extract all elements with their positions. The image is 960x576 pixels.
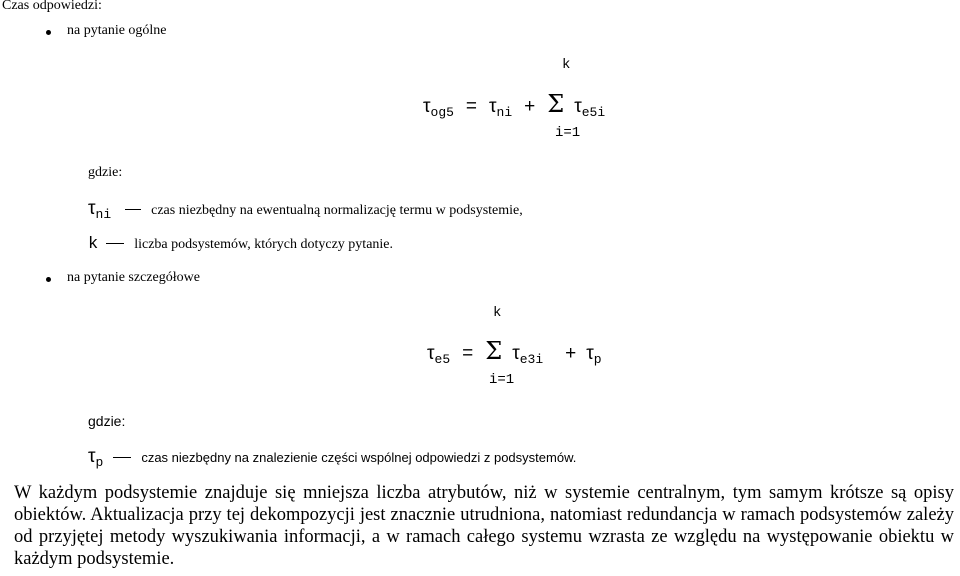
plus-sign: + (524, 96, 536, 117)
definition-tau-ni (88, 198, 523, 222)
where-label: gdzie: (88, 413, 126, 429)
dash-separator (125, 209, 141, 210)
definition-text: czas niezbędny na znalezienie części wspólnej odpowiedzi z podsystemów. (141, 450, 577, 465)
tau-symbol: τ (423, 96, 431, 117)
equals-sign: = (465, 96, 478, 117)
formula1-term2-subscript: e5i (581, 105, 606, 120)
tau-symbol: τ (427, 343, 435, 364)
tau-symbol: τ (88, 446, 96, 467)
plus-sign: + (565, 343, 577, 364)
definition-text: czas niezbędny na ewentualną normalizację termu w podsystemie, (151, 203, 523, 218)
formula1-lower-limit: i=1 (555, 125, 581, 141)
bullet-icon (46, 277, 51, 282)
definition-subscript: p (95, 455, 104, 470)
definition-tau-p (88, 446, 576, 470)
formula2-term2-subscript: p (593, 352, 602, 367)
where-label: gdzie: (88, 165, 123, 180)
item1-label: na pytanie ogólne (67, 23, 167, 38)
formula1-lhs-subscript: og5 (430, 105, 454, 120)
formula1-term1-subscript: ni (496, 105, 513, 120)
formula2-expression (427, 337, 602, 367)
formula2-upper-limit: k (493, 305, 502, 321)
tau-symbol: τ (489, 96, 497, 117)
tau-symbol: τ (586, 343, 594, 364)
definition-k (88, 235, 393, 254)
sum-icon: Σ (547, 90, 565, 118)
formula1-expression (423, 90, 605, 120)
formula2-term1-subscript: e3i (519, 352, 544, 367)
definition-subscript: ni (95, 207, 112, 222)
formula2-lower-limit: i=1 (489, 372, 515, 388)
tau-symbol: τ (512, 343, 520, 364)
definition-text: liczba podsystemów, których dotyczy pytanie. (134, 237, 394, 252)
sum-icon: Σ (485, 337, 503, 365)
formula1-upper-limit: k (562, 57, 571, 73)
equals-sign: = (462, 343, 474, 364)
body-paragraph: W każdym podsystemie znajduje się mniejsza liczba atrybutów, niż w systemie centralnym, tym samym krótsze są opisy obiektów. Aktualizacja przy tej dekompozycji jest znacznie utrudniona, natomiast redundancja w ramach podsystemów zależy od przyjętej metody wyszukiwania informacji, a w ramach całego systemu wzrasta ze względu na występowanie obiektu w każdym podsystemie. (14, 483, 954, 569)
k-symbol: k (88, 235, 99, 254)
tau-symbol: τ (88, 198, 96, 219)
item2-label: na pytanie szczegółowe (67, 270, 200, 285)
dash-separator (113, 457, 131, 458)
bullet-icon (46, 30, 51, 35)
formula2-lhs-subscript: e5 (434, 352, 451, 367)
tau-symbol: τ (574, 96, 582, 117)
dash-separator (106, 243, 124, 244)
section-heading: Czas odpowiedzi: (2, 0, 102, 13)
